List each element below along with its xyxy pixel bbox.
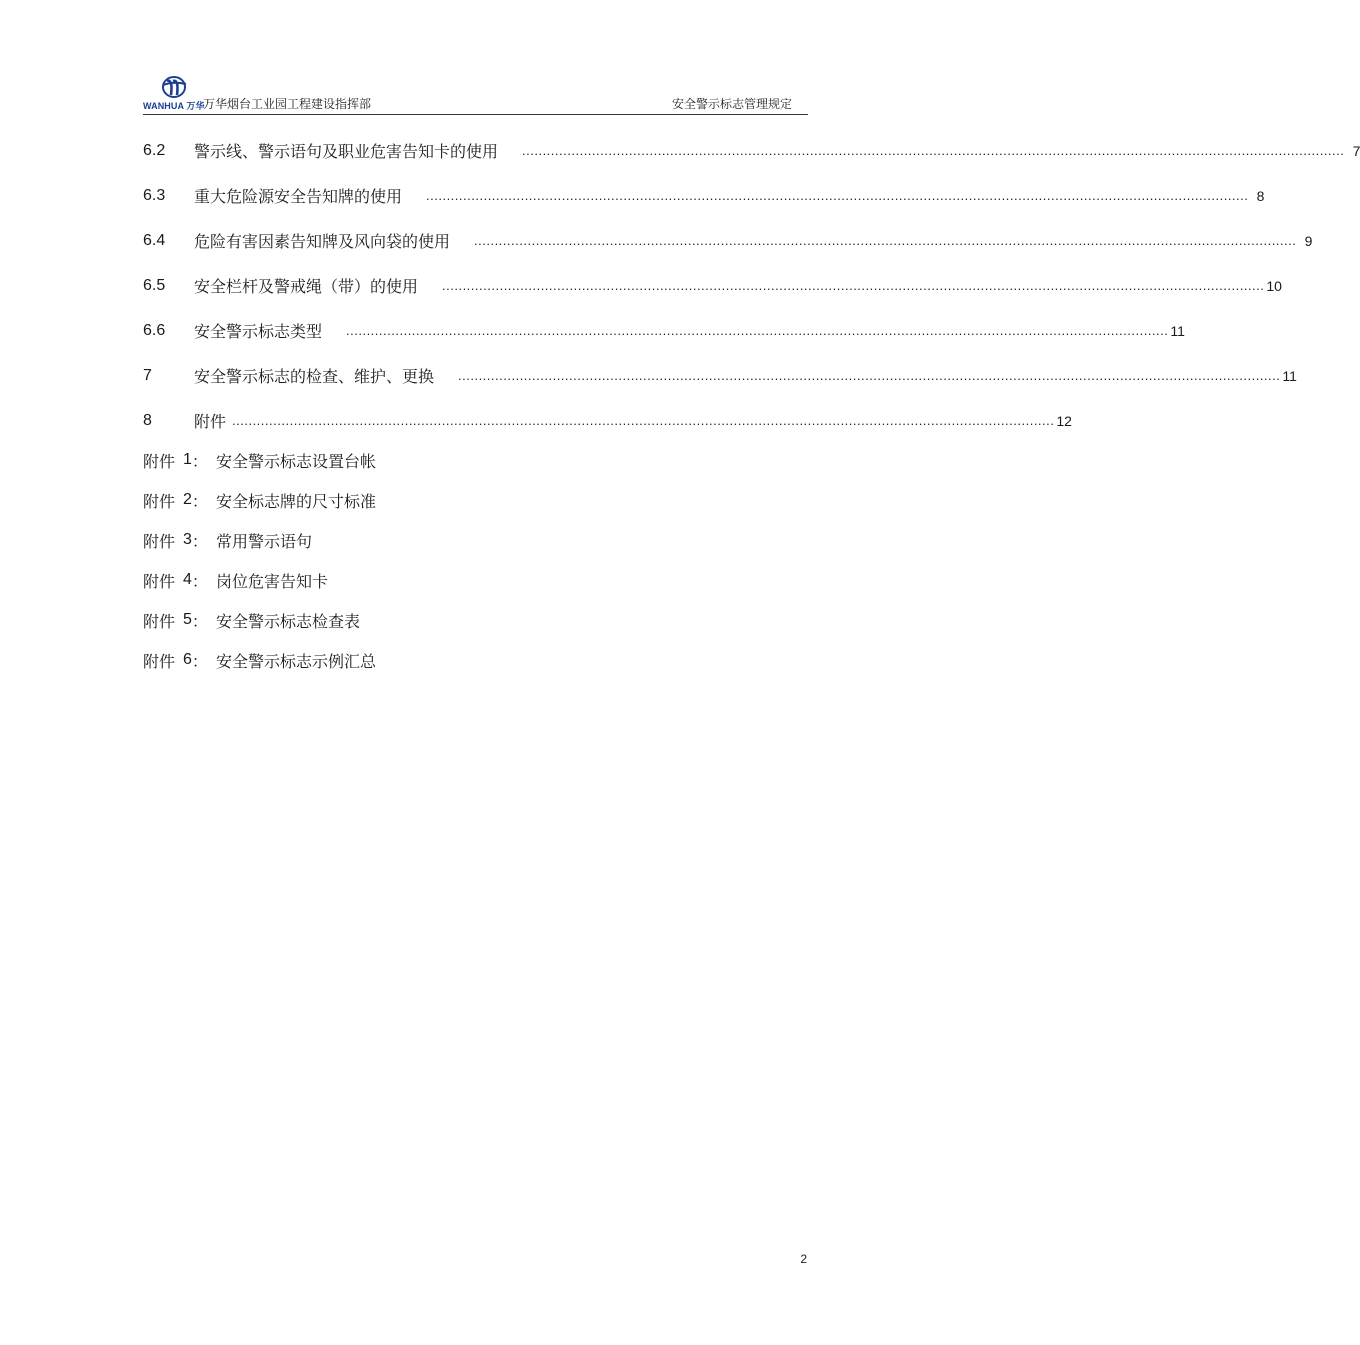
toc-page-number: 7 <box>1352 142 1360 159</box>
attachment-colon: ： <box>191 571 208 591</box>
attachment-label: 附件 <box>143 451 176 471</box>
wanhua-logo <box>143 74 205 112</box>
attachment-item <box>143 480 808 520</box>
attachment-label: 附件 <box>143 531 176 551</box>
toc-dot-leader: ........................................................................................................................................................................................................ <box>232 412 1055 428</box>
toc-section-number: 7 <box>143 366 152 384</box>
attachment-colon: ： <box>191 451 208 471</box>
toc-section-title: 安全栏杆及警戒绳（带）的使用 <box>194 277 419 296</box>
toc-section-title: 警示线、警示语句及职业危害告知卡的使用 <box>194 142 499 161</box>
page-header <box>143 74 808 115</box>
toc-section-number: 8 <box>143 411 152 429</box>
toc-entry[interactable] <box>143 263 1282 308</box>
attachment-label: 附件 <box>143 651 176 671</box>
toc-section-number: 6.3 <box>143 186 166 204</box>
attachment-number: 6 <box>183 651 192 668</box>
toc-section-title: 安全警示标志的检查、维护、更换 <box>194 367 435 386</box>
table-of-contents <box>143 128 1360 443</box>
toc-section-title: 安全警示标志类型 <box>194 322 323 341</box>
page-number: 2 <box>800 1252 807 1266</box>
toc-entry[interactable] <box>143 128 1360 173</box>
toc-section-title: 附件 <box>194 412 227 431</box>
attachment-item <box>143 600 808 640</box>
attachment-item <box>143 520 808 560</box>
attachment-title: 常用警示语句 <box>215 531 312 551</box>
toc-entry[interactable] <box>143 173 1265 218</box>
organization-name: 万华烟台工业园工程建设指挥部 <box>203 97 372 111</box>
toc-page-number: 12 <box>1056 412 1072 429</box>
document-title: 安全警示标志管理规定 <box>671 97 792 111</box>
attachment-colon: ： <box>191 531 208 551</box>
toc-entry[interactable] <box>143 308 1185 353</box>
attachment-number: 5 <box>183 611 192 628</box>
toc-dot-leader: ........................................................................................................................................................................................................ <box>346 322 1169 338</box>
toc-section-number: 6.6 <box>143 321 166 339</box>
attachment-title: 岗位危害告知卡 <box>215 571 328 591</box>
toc-entry[interactable] <box>143 218 1313 263</box>
toc-entry[interactable] <box>143 398 1072 443</box>
attachment-number: 1 <box>183 451 192 468</box>
attachment-title: 安全标志牌的尺寸标准 <box>215 491 376 511</box>
wanhua-logo-icon <box>159 75 189 99</box>
attachment-number: 3 <box>183 531 192 548</box>
toc-section-title: 重大危险源安全告知牌的使用 <box>194 187 403 206</box>
attachment-number: 2 <box>183 491 192 508</box>
toc-section-number: 6.2 <box>143 141 166 159</box>
attachment-label: 附件 <box>143 571 176 591</box>
attachment-colon: ： <box>191 651 208 671</box>
attachment-item <box>143 560 808 600</box>
attachment-label: 附件 <box>143 491 176 511</box>
attachment-item <box>143 440 808 480</box>
attachment-title: 安全警示标志设置台帐 <box>215 451 376 471</box>
toc-section-title: 危险有害因素告知牌及风向袋的使用 <box>194 232 451 251</box>
toc-dot-leader: ........................................................................................................................................................................................................ <box>426 187 1249 203</box>
attachment-colon: ： <box>191 611 208 631</box>
toc-page-number: 11 <box>1170 322 1185 339</box>
attachment-title: 安全警示标志示例汇总 <box>215 651 376 671</box>
attachment-number: 4 <box>183 571 192 588</box>
toc-dot-leader: ........................................................................................................................................................................................................ <box>474 232 1297 248</box>
attachment-title: 安全警示标志检查表 <box>215 611 360 631</box>
attachment-list <box>143 440 808 680</box>
attachment-label: 附件 <box>143 611 176 631</box>
toc-entry[interactable] <box>143 353 1297 398</box>
toc-page-number: 8 <box>1256 187 1265 204</box>
toc-dot-leader: ........................................................................................................................................................................................................ <box>458 367 1281 383</box>
toc-page-number: 10 <box>1266 277 1282 294</box>
logo-text: WANHUA 万华 <box>143 101 205 111</box>
toc-page-number: 9 <box>1304 232 1313 249</box>
attachment-item <box>143 640 808 680</box>
attachment-colon: ： <box>191 491 208 511</box>
toc-section-number: 6.4 <box>143 231 166 249</box>
toc-page-number: 11 <box>1282 367 1297 384</box>
toc-dot-leader: ........................................................................................................................................................................................................ <box>442 277 1265 293</box>
toc-dot-leader: ........................................................................................................................................................................................................ <box>522 142 1345 158</box>
toc-section-number: 6.5 <box>143 276 166 294</box>
